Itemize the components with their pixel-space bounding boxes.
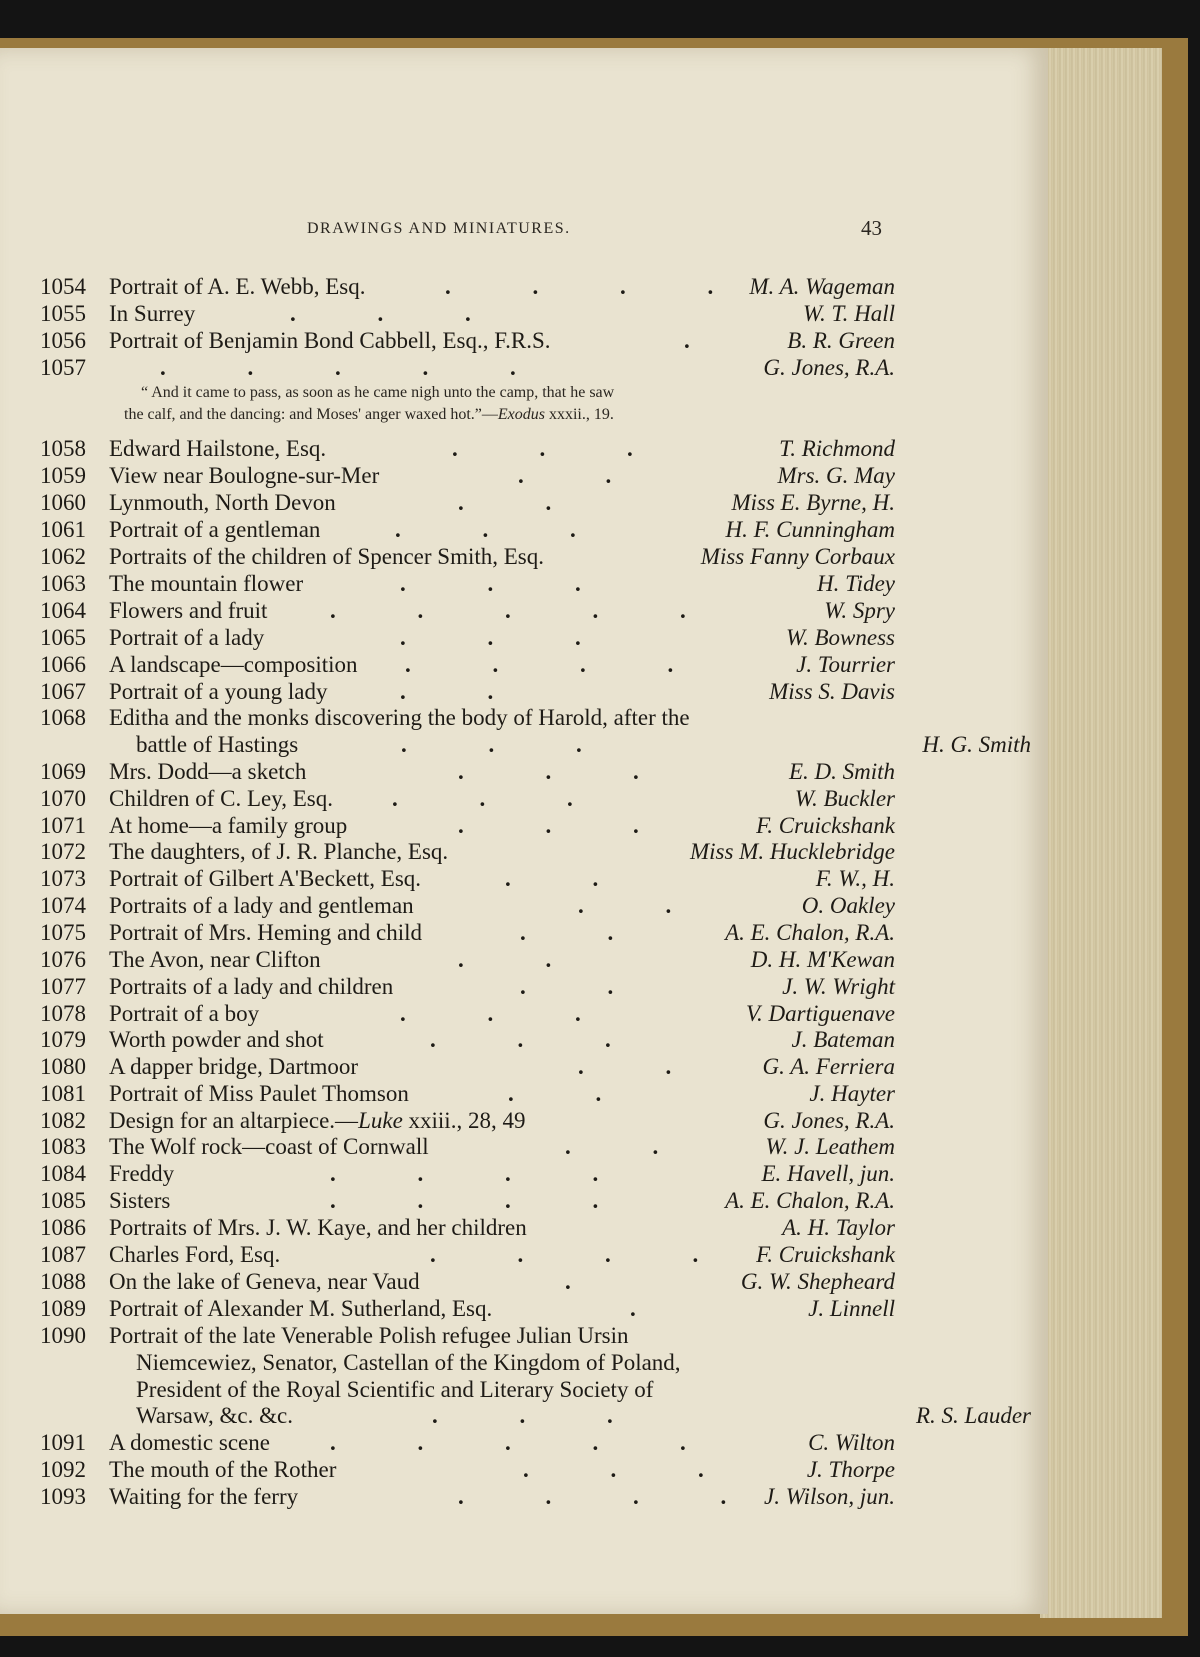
entry-number: 1064 — [40, 598, 86, 623]
entry-number: 1069 — [40, 759, 86, 784]
catalogue-entry — [0, 866, 1048, 893]
entry-title — [109, 893, 414, 919]
entry-title-text: Freddy — [109, 1161, 175, 1186]
dot-leader: . . . — [432, 1403, 651, 1429]
entry-title — [109, 679, 327, 705]
entry-artist: G. Jones, R.A. — [763, 355, 895, 380]
entry-title-text: The Wolf rock—coast of Cornwall — [109, 1134, 429, 1159]
entry-title-text: Portrait of Miss Paulet Thomson — [109, 1081, 409, 1106]
running-title: DRAWINGS AND MINIATURES. — [307, 220, 571, 237]
entry-artist: Miss M. Hucklebridge — [689, 839, 895, 864]
entry-title-text: On the lake of Geneva, near Vaud — [109, 1269, 420, 1294]
entry-artist: M. A. Wageman — [749, 274, 895, 299]
entry-title-text: Portrait of a boy — [109, 1001, 260, 1026]
entry-continuation — [136, 1350, 1048, 1377]
dot-leader: . . — [458, 490, 590, 515]
entry-title-text: Portrait of a lady — [109, 625, 265, 650]
entry-number: 1062 — [40, 544, 86, 569]
entry-artist: A. E. Chalon, R.A. — [725, 920, 895, 945]
entry-number: 1077 — [40, 974, 86, 999]
entry-artist: C. Wilton — [808, 1430, 895, 1455]
entry-artist: R. S. Lauder — [916, 1403, 1031, 1429]
catalogue-entry — [0, 813, 1048, 840]
entry-title-text: Editha and the monks discovering the body of Harold, after the — [109, 705, 690, 730]
entry-title-continued: Niemcewiez, Senator, Castellan of the Kingdom of Poland, — [136, 1350, 681, 1375]
catalogue-entry — [0, 1242, 1048, 1269]
entry-number: 1079 — [40, 1027, 86, 1052]
dot-leader: . . — [565, 1134, 697, 1159]
entry-title — [109, 947, 321, 973]
catalogue-entry — [0, 1001, 1048, 1028]
entry-title — [109, 839, 448, 865]
entry-artist: A. E. Chalon, R.A. — [725, 1188, 895, 1213]
entry-number: 1071 — [40, 813, 86, 838]
entry-artist: J. Wilson, jun. — [764, 1484, 895, 1509]
dot-leader: . . — [578, 1054, 710, 1079]
entry-title — [109, 328, 551, 354]
entry-title — [109, 759, 306, 785]
catalogue-entry — [0, 1027, 1048, 1054]
entry-title-reference: Luke — [358, 1108, 403, 1133]
entry-artist: G. A. Ferriera — [762, 1054, 895, 1079]
entry-artist: O. Oakley — [801, 893, 895, 918]
entry-artist: B. R. Green — [787, 328, 895, 353]
entry-artist: Miss E. Byrne, H. — [731, 490, 895, 515]
entry-title-text: Portrait of Alexander M. Sutherland, Esq. — [109, 1296, 493, 1321]
catalogue-entry — [0, 1296, 1048, 1323]
catalogue-entry — [0, 893, 1048, 920]
dot-leader: . . . — [430, 1027, 649, 1052]
catalogue-entry — [0, 1188, 1048, 1215]
entry-number: 1091 — [40, 1430, 86, 1455]
entry-number: 1070 — [40, 786, 86, 811]
entry-title — [109, 652, 358, 678]
entry-artist: J. Linnell — [808, 1296, 895, 1321]
entry-number: 1080 — [40, 1054, 86, 1079]
entry-artist: W. J. Leathem — [765, 1134, 895, 1159]
entry-artist: Mrs. G. May — [777, 463, 895, 488]
entry-title — [109, 1242, 280, 1268]
catalogue-entry — [0, 1484, 1048, 1511]
dot-leader: . . — [508, 1081, 640, 1106]
entry-number: 1085 — [40, 1188, 86, 1213]
quote-text: the calf, and the dancing: and Moses' anger waxed hot.”— — [124, 406, 498, 423]
catalogue-entry — [0, 1054, 1048, 1081]
entry-title-continued: Warsaw, &c. &c. — [136, 1403, 293, 1429]
entry-title-text: Portrait of a young lady — [109, 679, 328, 704]
catalogue-entry — [0, 679, 1048, 706]
catalogue-entry — [0, 1269, 1048, 1296]
entry-number: 1063 — [40, 571, 86, 596]
catalogue-entry — [0, 920, 1048, 947]
catalogue-entry — [0, 355, 1048, 382]
entry-number: 1088 — [40, 1269, 86, 1294]
catalogue-entry — [0, 974, 1048, 1001]
entry-number: 1090 — [40, 1323, 86, 1348]
catalogue-entry — [0, 274, 1048, 301]
dot-leader: . . — [520, 974, 652, 999]
entry-artist: J. Bateman — [791, 1027, 895, 1052]
entry-title — [109, 1134, 429, 1160]
dot-leader: . — [565, 1269, 609, 1294]
catalogue-entry — [0, 759, 1048, 786]
entry-artist: F. Cruickshank — [756, 813, 895, 838]
catalogue-entry — [0, 517, 1048, 544]
entry-title-text: View near Boulogne-sur-Mer — [109, 463, 380, 488]
entry-title — [109, 813, 347, 839]
entry-number: 1056 — [40, 328, 86, 353]
entry-artist: Miss Fanny Corbaux — [700, 544, 895, 569]
entry-title — [109, 1108, 525, 1134]
entry-title — [109, 866, 421, 892]
entry-number: 1084 — [40, 1161, 86, 1186]
catalogue-entry — [0, 1430, 1048, 1457]
catalogue-entry — [0, 947, 1048, 974]
page-number: 43 — [861, 216, 882, 240]
entry-artist: T. Richmond — [779, 436, 895, 461]
catalogue-entry — [0, 1457, 1048, 1484]
entry-title — [109, 1484, 298, 1510]
dot-leader: . . . . — [445, 274, 752, 299]
entry-title — [109, 1081, 409, 1107]
entry-title — [109, 1269, 420, 1295]
entry-title-text: Charles Ford, Esq. — [109, 1242, 281, 1267]
dot-leader: . . . — [458, 759, 677, 784]
entry-title — [109, 1296, 492, 1322]
entry-number: 1093 — [40, 1484, 86, 1509]
entry-artist: G. Jones, R.A. — [763, 1108, 895, 1133]
entry-number: 1066 — [40, 652, 86, 677]
catalogue-entry — [0, 571, 1048, 598]
entry-title-text: The mountain flower — [109, 571, 304, 596]
entry-number: 1054 — [40, 274, 86, 299]
entry-title-text: Lynmouth, North Devon — [109, 490, 336, 515]
entry-number: 1073 — [40, 866, 86, 891]
entry-quote-line-1: “ And it came to pass, as soon as he came nigh unto the camp, that he saw — [141, 384, 615, 401]
entry-title — [109, 490, 336, 516]
entry-number: 1055 — [40, 301, 86, 326]
entry-title — [109, 544, 544, 570]
entry-title-text: A domestic scene — [109, 1430, 270, 1455]
catalogue-entry — [0, 839, 1048, 866]
entry-title-reference-verse: xxiii., 28, 49 — [402, 1108, 526, 1133]
catalogue-entry — [0, 328, 1048, 355]
catalogue-entries — [0, 48, 1048, 1614]
entry-number: 1083 — [40, 1134, 86, 1159]
entry-number: 1082 — [40, 1108, 86, 1133]
entry-title — [109, 974, 393, 1000]
entry-number: 1078 — [40, 1001, 86, 1026]
catalogue-entry — [0, 301, 1048, 328]
entry-title — [109, 1430, 270, 1456]
entry-title-text: The mouth of the Rother — [109, 1457, 337, 1482]
dot-leader: . . — [458, 947, 590, 972]
entry-title-text: Design for an altarpiece.— — [109, 1108, 359, 1133]
dot-leader: . . . . — [458, 1484, 765, 1509]
entry-title — [109, 598, 267, 624]
entry-number: 1092 — [40, 1457, 86, 1482]
entry-title-text: Portrait of Benjamin Bond Cabbell, Esq., F.R.S. — [109, 328, 551, 353]
entry-number: 1060 — [40, 490, 86, 515]
entry-artist: D. H. M'Kewan — [750, 947, 895, 972]
catalogue-entry — [0, 436, 1048, 463]
entry-title — [109, 625, 264, 651]
entry-number: 1065 — [40, 625, 86, 650]
dot-leader: . . . — [401, 732, 620, 757]
dot-leader: . . — [518, 463, 650, 488]
entry-title-text: Flowers and fruit — [109, 598, 268, 623]
entry-artist: V. Dartiguenave — [745, 1001, 895, 1026]
entry-artist: E. D. Smith — [788, 759, 895, 784]
catalogue-entry — [0, 1161, 1048, 1188]
entry-artist: F. W., H. — [815, 866, 895, 891]
entry-continuation — [136, 732, 1048, 759]
dot-leader: . . . — [290, 301, 509, 326]
entry-artist: H. G. Smith — [922, 732, 1031, 757]
entry-artist: W. Buckler — [794, 786, 895, 811]
entry-title-text: Worth powder and shot — [109, 1027, 324, 1052]
dot-leader: . . . — [400, 1001, 619, 1026]
catalogue-entry — [0, 705, 1048, 732]
entry-title — [109, 1215, 527, 1241]
dot-leader: . . — [578, 893, 710, 918]
catalogue-entry — [0, 1081, 1048, 1108]
catalogue-entry — [0, 463, 1048, 490]
entry-title-text: Portrait of Gilbert A'Beckett, Esq. — [109, 866, 422, 891]
entry-title-text: Portrait of Mrs. Heming and child — [109, 920, 423, 945]
entry-title-text: A dapper bridge, Dartmoor — [109, 1054, 359, 1079]
entry-number: 1058 — [40, 436, 86, 461]
entry-artist: Miss S. Davis — [769, 679, 895, 704]
entry-number: 1061 — [40, 517, 86, 542]
entry-title-text: Waiting for the ferry — [109, 1484, 299, 1509]
entry-title-text: Children of C. Ley, Esq. — [109, 786, 334, 811]
dot-leader: . . . . — [330, 1188, 637, 1213]
entry-artist: J. Tourrier — [796, 652, 895, 677]
entry-number: 1068 — [40, 705, 86, 730]
quote-verse: xxxii., 19. — [544, 406, 614, 423]
entry-title — [109, 1054, 358, 1080]
entry-artist: W. Spry — [824, 598, 895, 623]
dot-leader: . . . . — [405, 652, 712, 677]
dot-leader: . . — [400, 679, 532, 704]
entry-title-text: Portraits of a lady and children — [109, 974, 394, 999]
entry-number: 1089 — [40, 1296, 86, 1321]
entry-title — [109, 1161, 174, 1187]
dot-leader: . . . — [400, 625, 619, 650]
catalogue-entry — [0, 490, 1048, 517]
entry-artist: W. Bowness — [785, 625, 895, 650]
entry-title — [109, 517, 320, 543]
catalogue-entry — [0, 1108, 1048, 1135]
dot-leader: . . . — [395, 517, 614, 542]
dot-leader: . . . — [458, 813, 677, 838]
entry-title-text: Portrait of a gentleman — [109, 517, 321, 542]
dot-leader: . . . — [400, 571, 619, 596]
entry-artist: G. W. Shepheard — [740, 1269, 895, 1294]
entry-artist: E. Havell, jun. — [761, 1161, 895, 1186]
entry-artist: J. W. Wright — [782, 974, 895, 999]
entry-title-continued: President of the Royal Scientific and Literary Society of — [136, 1376, 654, 1402]
entry-title — [109, 1457, 336, 1483]
entry-number: 1076 — [40, 947, 86, 972]
entry-title — [109, 436, 326, 462]
entry-title-text: Edward Hailstone, Esq. — [109, 436, 327, 461]
entry-artist: J. Hayter — [809, 1081, 895, 1106]
entry-title-text: Mrs. Dodd—a sketch — [109, 759, 307, 784]
entry-title-text: A landscape—composition — [109, 652, 358, 677]
dot-leader: . . . — [523, 1457, 742, 1482]
quote-source: Exodus — [497, 406, 545, 423]
entry-title-text: Portrait of A. E. Webb, Esq. — [109, 274, 366, 299]
entry-quote-line-2 — [124, 406, 614, 426]
entry-title — [109, 571, 303, 597]
entry-number: 1075 — [40, 920, 86, 945]
entry-title-text: At home—a family group — [109, 813, 348, 838]
catalogue-entry — [0, 598, 1048, 625]
page-fore-edge — [1040, 48, 1162, 1618]
entry-title — [109, 1027, 324, 1053]
entry-title-text: Portraits of the children of Spencer Smith, Esq. — [109, 544, 545, 569]
entry-title-text: In Surrey — [109, 301, 196, 326]
dot-leader: . . . — [452, 436, 671, 461]
dot-leader: . . . . — [430, 1242, 737, 1267]
entry-artist: W. T. Hall — [802, 301, 895, 326]
catalogue-entry — [0, 652, 1048, 679]
dot-leader: . . . . . — [330, 598, 724, 623]
entry-artist: J. Thorpe — [806, 1457, 895, 1482]
entry-title — [109, 274, 365, 300]
entry-title — [109, 705, 690, 731]
catalogue-entry — [0, 786, 1048, 813]
catalogue-entry — [0, 544, 1048, 571]
entry-number: 1087 — [40, 1242, 86, 1267]
entry-title-text: The daughters, of J. R. Planche, Esq. — [109, 839, 449, 864]
entry-title — [109, 1188, 170, 1214]
entry-title — [109, 786, 333, 812]
entry-number: 1059 — [40, 463, 86, 488]
entry-title — [109, 301, 195, 327]
entry-number: 1081 — [40, 1081, 86, 1106]
catalogue-entry — [0, 1215, 1048, 1242]
entry-artist: H. F. Cunningham — [725, 517, 895, 542]
entry-continuation — [136, 1377, 1048, 1404]
entry-artist: H. Tidey — [817, 571, 895, 596]
dot-leader: . . . — [392, 786, 611, 811]
entry-title-text: Portraits of Mrs. J. W. Kaye, and her children — [109, 1215, 527, 1240]
catalogue-entry — [0, 1134, 1048, 1161]
entry-title — [109, 1001, 259, 1027]
entry-number: 1067 — [40, 679, 86, 704]
entry-title — [109, 1323, 629, 1349]
dot-leader: . — [684, 328, 728, 353]
entry-title-continued: battle of Hastings — [136, 732, 299, 757]
entry-title — [109, 463, 379, 489]
entry-number: 1072 — [40, 839, 86, 864]
dot-leader: . . . . . — [330, 1430, 724, 1455]
dot-leader: . . . . — [330, 1161, 637, 1186]
entry-number: 1057 — [40, 355, 86, 380]
dot-leader: . . . . . — [160, 355, 554, 380]
entry-title-text: Sisters — [109, 1188, 171, 1213]
entry-artist: A. H. Taylor — [782, 1215, 895, 1240]
entry-artist: F. Cruickshank — [756, 1242, 895, 1267]
catalogue-entry — [0, 625, 1048, 652]
entry-title-text: The Avon, near Clifton — [109, 947, 321, 972]
entry-title-text: Portraits of a lady and gentleman — [109, 893, 414, 918]
entry-number: 1074 — [40, 893, 86, 918]
dot-leader: . . — [520, 920, 652, 945]
dot-leader: . . — [505, 866, 637, 891]
entry-continuation — [136, 1403, 1048, 1430]
entry-number: 1086 — [40, 1215, 86, 1240]
entry-title — [109, 920, 422, 946]
dot-leader: . — [630, 1296, 674, 1321]
catalogue-entry — [0, 1323, 1048, 1350]
book-page — [0, 48, 1048, 1614]
entry-title-text: Portrait of the late Venerable Polish refugee Julian Ursin — [109, 1323, 629, 1348]
